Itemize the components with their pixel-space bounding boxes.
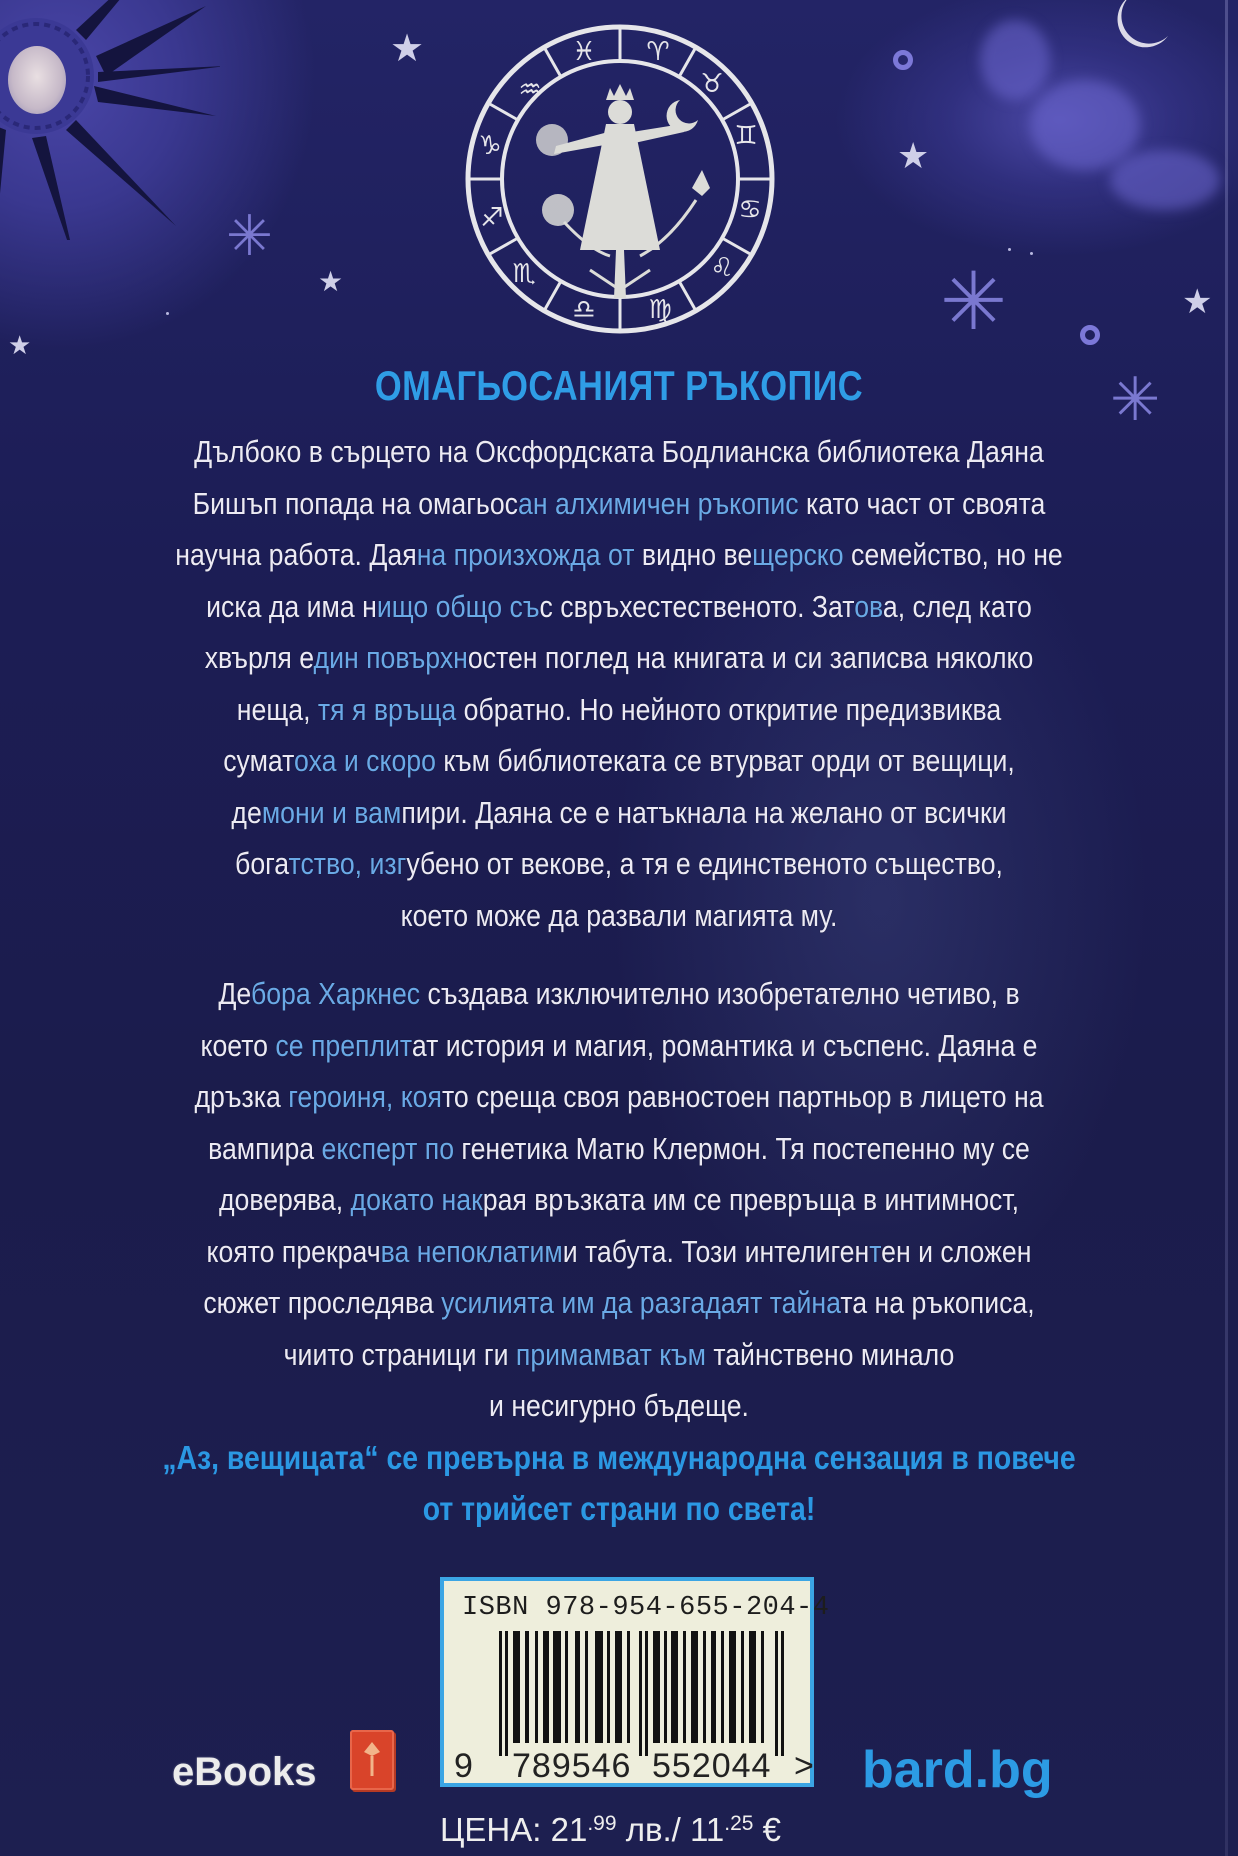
highlighted-text: експерт по — [321, 1130, 455, 1166]
ean-quiet-mark: > — [794, 1747, 815, 1785]
text-segment: чиито страници ги — [283, 1336, 516, 1372]
dust-dot — [1030, 252, 1033, 255]
text-segment: неща, — [236, 691, 318, 727]
highlighted-text: героиня, коя — [288, 1079, 442, 1114]
text-segment: която прекрач — [206, 1233, 381, 1269]
sun-face — [8, 46, 66, 114]
text-line — [138, 632, 1099, 684]
ebooks-label: eBooks — [172, 1750, 317, 1794]
price-eur-int: 11 — [690, 1811, 725, 1848]
highlighted-text: усилията им да разгадаят тайна — [441, 1285, 841, 1320]
star-icon: ★ — [318, 266, 344, 297]
highlighted-text: оха и скоро — [294, 743, 436, 778]
ring-icon — [893, 50, 913, 70]
kite-emblem-icon — [350, 1730, 394, 1790]
text-segment: пири. Даяна се е натъкнала на желано от всички — [401, 794, 1007, 830]
text-segment: и несигурно бъдеще. — [489, 1388, 749, 1423]
svg-text:♏: ♏ — [512, 259, 536, 289]
star-icon: ★ — [8, 330, 32, 360]
text-segment: вампира — [208, 1130, 322, 1166]
price-eur-dec: 25 — [730, 1812, 754, 1835]
text-line — [138, 838, 1099, 890]
highlighted-text: т — [869, 1233, 882, 1269]
text-segment: доверява, — [218, 1182, 351, 1217]
text-segment: иска да има н — [206, 588, 377, 624]
text-line — [138, 1226, 1099, 1278]
star-icon: ★ — [390, 28, 425, 70]
text-line — [138, 1071, 1099, 1123]
price: ЦЕНА: $21^{.99}$ лв./ $11^{.25}$ € — [440, 1811, 782, 1848]
highlighted-text: мони и вам — [261, 794, 402, 830]
text-segment: сюжет проследява — [203, 1285, 442, 1320]
synopsis-paragraph-1 — [138, 426, 1099, 941]
text-segment: Де — [218, 976, 251, 1011]
svg-text:♌: ♌ — [710, 253, 734, 283]
dust-dot — [166, 312, 169, 315]
text-line — [138, 1174, 1099, 1226]
isbn-barcode — [440, 1577, 830, 1787]
text-segment: видно ве — [634, 537, 753, 572]
tagline — [121, 1432, 1117, 1534]
svg-text:♈: ♈ — [646, 37, 670, 67]
svg-text:♐: ♐ — [480, 203, 504, 233]
highlighted-text: ов — [854, 588, 883, 624]
text-segment: което — [200, 1027, 276, 1063]
text-segment: остен поглед на книгата и си записва няколко — [467, 640, 1034, 675]
spine-edge — [1225, 0, 1228, 1856]
text-segment: хвърля е — [204, 640, 314, 675]
text-segment: тайнствено минало — [705, 1336, 955, 1372]
text-segment: рая връзката им се превръща в интимност, — [482, 1182, 1020, 1217]
text-segment: генетика Матю Клермон. Тя постепенно му се — [454, 1130, 1030, 1166]
svg-text:♉: ♉ — [700, 69, 724, 99]
dust-dot — [1008, 248, 1011, 251]
text-line — [138, 1123, 1099, 1175]
svg-text:♑: ♑ — [478, 131, 502, 161]
text-segment: бога — [235, 846, 289, 881]
tagline-line: от трийсет страни по света! — [422, 1490, 816, 1527]
barcode-bars — [499, 1631, 789, 1756]
text-segment: то среща своя равностоен партньор в лицето на — [441, 1079, 1044, 1114]
text-line — [138, 787, 1099, 839]
highlighted-text: се преплит — [275, 1027, 412, 1063]
zodiac-wheel-emblem — [460, 20, 780, 338]
tagline-line: „Аз, вещицата“ се превърна в международна сензация в повече — [162, 1439, 1076, 1476]
text-segment: семейство, но не — [843, 537, 1063, 572]
sun-face-icon — [0, 0, 220, 240]
text-segment: убено от векове, а тя е единственото същество, — [406, 846, 1003, 881]
text-line — [138, 1277, 1099, 1329]
price-bgn-dec: 99 — [593, 1812, 617, 1835]
publisher-website: bard.bg — [862, 1741, 1053, 1799]
highlighted-text: ан алхимичен ръкопис — [517, 485, 799, 521]
star-icon: ★ — [897, 135, 930, 176]
cloud — [980, 20, 1050, 100]
ean-group-2: 552044 — [652, 1747, 772, 1785]
text-line — [138, 478, 1099, 530]
text-segment: ат история и магия, романтика и съспенс. Даяна е — [411, 1027, 1038, 1063]
ean-first-digit: 9 — [454, 1747, 474, 1785]
crescent-moon-icon — [1100, 0, 1172, 64]
highlighted-text: ва непоклатим — [380, 1233, 563, 1269]
text-line — [138, 529, 1099, 581]
highlighted-text: докато нак — [350, 1182, 483, 1217]
highlighted-text: примамват към — [515, 1336, 706, 1372]
ring-icon — [1080, 325, 1100, 345]
star-icon: ★ — [1182, 283, 1213, 321]
cloud — [1110, 150, 1220, 210]
highlighted-text: ищо общо съ — [376, 588, 540, 624]
text-line — [138, 581, 1099, 633]
text-segment: като част от своята — [798, 485, 1046, 521]
text-segment: което може да развали магията му. — [400, 897, 838, 933]
text-line — [138, 1329, 1099, 1381]
text-line — [138, 426, 1099, 478]
text-segment: дръзка — [194, 1079, 289, 1114]
price-bgn-unit: лв. — [625, 1811, 672, 1848]
text-segment: и табута. Този интелиген — [562, 1233, 870, 1269]
text-segment: та на ръкописа, — [840, 1285, 1035, 1320]
highlighted-text: щерско — [752, 537, 844, 572]
text-line — [138, 968, 1099, 1020]
highlighted-text: на произхожда от — [416, 537, 635, 572]
text-line — [138, 684, 1099, 736]
red-book-icon — [350, 1730, 394, 1790]
text-line — [138, 1020, 1099, 1072]
text-segment: ен и сложен — [881, 1233, 1032, 1269]
svg-text:♒: ♒ — [518, 75, 542, 105]
text-line — [138, 890, 1099, 942]
sparkle-star-icon: ✳ — [940, 257, 1008, 346]
text-segment: обратно. Но нейното откритие предизвиква — [456, 691, 1002, 727]
text-segment: към библиотеката се втурват орди от вещици, — [435, 743, 1015, 778]
svg-text:♎: ♎ — [572, 295, 596, 325]
text-segment: а, след като — [882, 588, 1032, 624]
ean-group-1: 789546 — [512, 1747, 632, 1785]
price-bgn-int: 21 — [550, 1811, 588, 1848]
text-segment: сумат — [223, 743, 295, 778]
price-eur-unit: € — [762, 1811, 782, 1848]
svg-text:♓: ♓ — [572, 37, 596, 67]
book-title: ОМАГЬОСАНИЯТ РЪКОПИС — [374, 362, 864, 409]
highlighted-text: тя я връща — [317, 691, 457, 727]
highlighted-text: тство, изг — [288, 846, 407, 881]
price-separator: / — [671, 1811, 681, 1848]
svg-text:♊: ♊ — [734, 121, 758, 151]
text-segment: Дълбоко в сърцето на Оксфордската Бодлианска библиотека Даяна — [194, 434, 1044, 469]
text-segment: Бишъп попада на омагьос — [192, 485, 518, 521]
sparkle-star-icon: ✳ — [226, 204, 273, 267]
text-segment: научна работа. Дая — [175, 537, 417, 572]
highlighted-text: бора Харкнес — [250, 976, 421, 1011]
svg-text:♍: ♍ — [648, 295, 672, 325]
text-segment: де — [231, 794, 262, 830]
text-segment: създава изключително изобретателно четиво, в — [420, 976, 1020, 1011]
price-label: ЦЕНА: — [440, 1811, 542, 1848]
cloud — [1030, 80, 1140, 170]
svg-text:♋: ♋ — [738, 195, 762, 225]
text-segment: с свръхестественото. Зат — [539, 588, 855, 624]
highlighted-text: дин повърхн — [313, 640, 468, 675]
isbn-label: ISBN 978-954-655-204-4 — [462, 1593, 830, 1623]
sparkle-star-icon: ✳ — [1110, 366, 1161, 433]
text-line — [138, 1380, 1099, 1432]
text-line — [138, 735, 1099, 787]
synopsis-paragraph-2 — [138, 968, 1099, 1432]
